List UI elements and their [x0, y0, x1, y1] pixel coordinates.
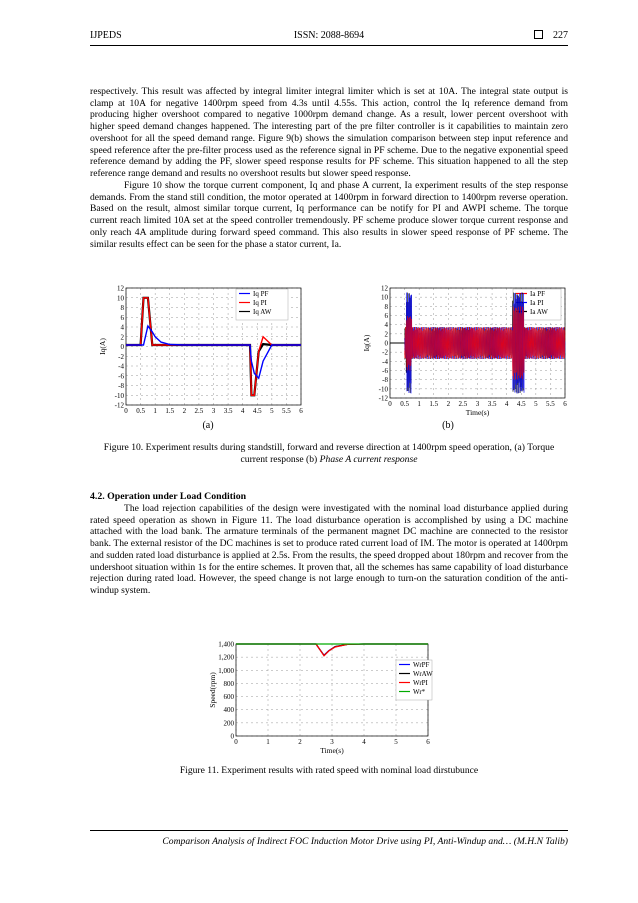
x-tick-label: 2	[298, 738, 302, 746]
page-number-block	[534, 30, 568, 41]
x-tick-label: 3.5	[487, 400, 497, 408]
y-tick-label: 4	[120, 323, 124, 332]
box-icon	[534, 30, 543, 39]
x-tick-label: 1	[266, 738, 270, 746]
legend-label: WrAW	[413, 670, 433, 678]
x-tick-label: 5	[394, 738, 398, 746]
x-tick-label: 4	[504, 400, 509, 408]
figure-11-caption: Figure 11. Experiment results with rated speed with nominal load dirstubunce	[179, 765, 479, 776]
y-tick-label: 0	[120, 343, 124, 351]
legend-label: Ia PI	[530, 299, 544, 307]
x-tick-label: 0	[234, 738, 238, 746]
y-axis-label: Iq(A)	[362, 334, 371, 352]
legend-label: WrPI	[413, 679, 428, 687]
paragraph-2: Figure 10 show the torque current component, Iq and phase A current, Ia experiment results of the step response demands. From the stand still condition, the motor operated at 1400rpm in forward direction to 1400rpm reverse operation. Based on the result, almost similar torque current, Iq performance can be notify for PI and AWPI scheme. The torque current reach limited 10A set at the speed controller tremendously. PF scheme produce slower torque current response and only reach 4A amplitude during forward speed command. This also results in slower speed response of PF scheme. The similar results effect can be seen for the phase a stator current, Ia.	[90, 180, 568, 250]
y-tick-label: 400	[223, 706, 234, 715]
y-tick-label: 12	[381, 285, 388, 293]
y-tick-label: 4	[384, 321, 388, 330]
y-tick-label: 1,000	[218, 666, 234, 675]
y-tick-label: 0	[384, 339, 388, 348]
figure-10b-label: (b)	[442, 420, 454, 431]
x-tick-label: 1.5	[429, 400, 439, 408]
y-tick-label: 0	[230, 732, 234, 741]
figure-10a	[86, 285, 316, 435]
legend-label: Iq AW	[253, 308, 272, 316]
journal-name: IJPEDS	[90, 30, 122, 41]
x-tick-label: 4.5	[252, 407, 262, 415]
y-tick-label: -2	[118, 352, 124, 361]
y-tick-label: -2	[382, 348, 388, 357]
y-tick-label: 6	[120, 313, 124, 322]
x-tick-label: 1	[417, 400, 421, 408]
legend-label: Iq PI	[253, 299, 267, 307]
x-tick-label: 5	[270, 407, 274, 415]
x-tick-label: 5.5	[546, 400, 555, 408]
y-tick-label: 600	[223, 693, 234, 702]
x-tick-label: 6	[299, 407, 303, 415]
section-paragraph: The load rejection capabilities of the design were investigated with the nominal load disturbance applied during rated speed operation as shown in Figure 11. The load disturbance operation is accomplished by using a DC machine attached with the load bank. The armature terminals of the permanent magnet DC machine are connected to the resistor bank. The external resistor of the DC machines is set to produce rated current load of IM. The motor is operated at 1400rpm and sudden rated load disturbance is applied at 2.5s. From the results, the speed dropped about 180rpm and recover from the undershoot situation within 1s for the entire schemes. It proven that, all the schemes has same capability of load disturbance rejection during rated load. However, the speed change is not large enough to turn-on the saturation condition of the anti-windup system.	[90, 503, 568, 596]
x-tick-label: 0	[388, 400, 392, 408]
x-tick-label: 4.5	[516, 400, 526, 408]
x-tick-label: 2.5	[458, 400, 468, 408]
page-footer: Comparison Analysis of Indirect FOC Induction Motor Drive using PI, Anti-Windup and… (M.H.N Talib)	[162, 836, 568, 847]
paragraph-1: respectively. This result was affected by integral limiter integral limiter which is set at 10A. The integral state output is clamp at 10A for negative 1400rpm speed from 4.3s until 4.55s. This action, control the Iq reference demand from producing higher overshoot compared to negative 1000rpm demand change. As a result, lower percent overshoot with higher speed demand changes happened. The interesting part of the pre filter controller is it capabilities to maintain zero overshoot for all the speed demand range. Figure 9(b) shows the simulation comparison between step input reference and speed reference after the pre-filter process used as the reference signal in PF scheme. Due to the negative exponential speed reference demand by adding the PF, slower speed response results for PF scheme. This situation happened to all the step reference range demand and results no overshoot results but slower speed response.	[90, 86, 568, 179]
x-tick-label: 4	[240, 407, 245, 415]
y-tick-label: 1,400	[218, 640, 234, 649]
y-tick-label: 12	[117, 285, 124, 293]
figure-10a-label: (a)	[202, 420, 214, 431]
page-number: 227	[553, 30, 568, 41]
x-tick-label: 2.5	[194, 407, 204, 415]
x-tick-label: 1.5	[165, 407, 175, 415]
legend-label: Ia AW	[530, 308, 548, 316]
x-tick-label: 2	[446, 400, 451, 408]
y-tick-label: -12	[114, 401, 124, 410]
x-axis-label: Time(s)	[320, 746, 344, 755]
y-tick-label: 10	[381, 293, 388, 302]
x-axis-label: Time(s)	[465, 408, 490, 417]
x-tick-label: 0.5	[136, 407, 145, 415]
y-tick-label: 8	[120, 304, 124, 312]
legend-label: Ia PF	[530, 290, 545, 298]
y-axis-label: Iq(A)	[98, 338, 107, 355]
x-tick-label: 2	[182, 407, 187, 415]
y-tick-label: 8	[384, 302, 388, 311]
y-tick-label: -8	[118, 382, 124, 390]
x-tick-label: 4	[362, 738, 366, 746]
y-tick-label: 2	[384, 330, 388, 339]
x-tick-label: 5	[534, 400, 538, 408]
y-tick-label: 2	[120, 333, 124, 342]
figure-10-caption	[90, 442, 568, 466]
x-tick-label: 6	[426, 738, 430, 746]
figure-10-caption-italic: Phase A current response	[319, 454, 418, 465]
x-tick-label: 3	[211, 407, 216, 415]
x-tick-label: 1	[153, 407, 157, 415]
y-tick-label: -12	[378, 394, 388, 403]
figure-11	[200, 636, 440, 756]
x-tick-label: 3.5	[223, 407, 233, 415]
header-rule	[90, 45, 568, 46]
x-tick-label: 3	[475, 400, 480, 408]
y-axis-label: Speed(rpm)	[208, 672, 217, 708]
y-tick-label: 10	[117, 294, 124, 303]
y-tick-label: 6	[384, 312, 388, 320]
y-tick-label: 1,200	[218, 653, 234, 662]
x-tick-label: 6	[563, 400, 567, 408]
x-tick-label: 0	[124, 407, 128, 415]
legend-label: Wr*	[413, 688, 426, 696]
x-tick-label: 0.5	[400, 400, 409, 408]
figure-10b	[348, 285, 578, 435]
legend-label: WrPF	[413, 661, 430, 669]
y-tick-label: -6	[118, 372, 124, 381]
y-tick-label: -8	[382, 376, 388, 385]
figure-10-caption-main: Figure 10. Experiment results during standstill, forward and reverse direction at 1400rpm speed operation, (a) Torque current response (b)	[103, 442, 555, 465]
y-tick-label: 200	[223, 719, 234, 728]
footer-rule	[90, 830, 568, 831]
x-tick-label: 3	[330, 738, 334, 746]
y-tick-label: -10	[378, 385, 388, 394]
page-header	[90, 30, 568, 44]
y-tick-label: 800	[223, 679, 234, 688]
legend-label: Iq PF	[253, 290, 269, 298]
section-heading: 4.2. Operation under Load Condition	[90, 491, 247, 502]
y-tick-label: -4	[382, 357, 388, 366]
x-tick-label: 5.5	[282, 407, 291, 415]
issn: ISSN: 2088-8694	[293, 30, 365, 41]
y-tick-label: -6	[382, 367, 388, 375]
y-tick-label: -4	[118, 362, 124, 371]
y-tick-label: -10	[114, 391, 124, 400]
